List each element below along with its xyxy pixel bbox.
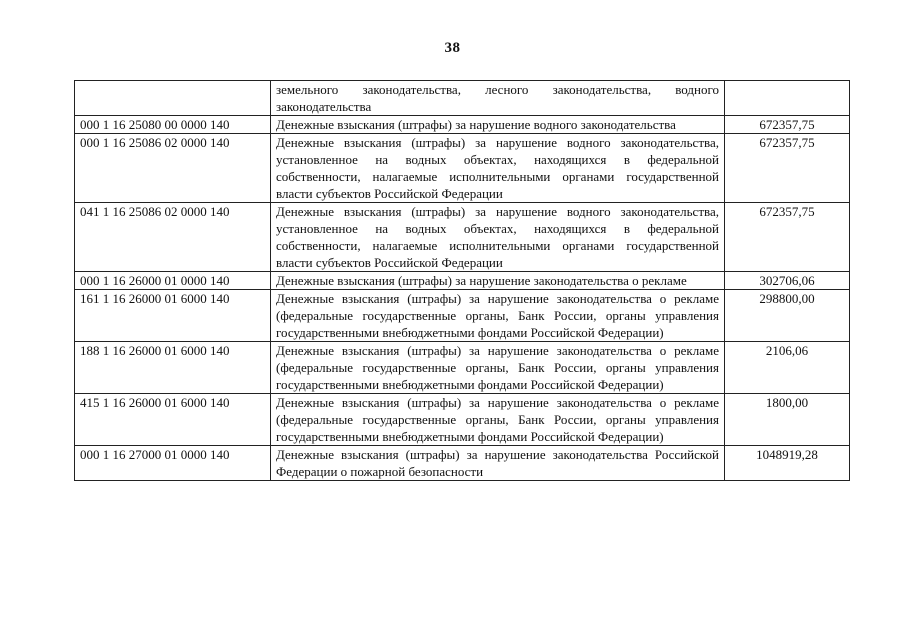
amount-cell: 672357,75 bbox=[725, 116, 850, 134]
page-number: 38 bbox=[444, 40, 461, 56]
budget-code-cell: 188 1 16 26000 01 6000 140 bbox=[75, 342, 271, 394]
budget-code-cell: 000 1 16 25080 00 0000 140 bbox=[75, 116, 271, 134]
amount-cell: 302706,06 bbox=[725, 272, 850, 290]
budget-code-cell: 000 1 16 25086 02 0000 140 bbox=[75, 134, 271, 203]
budget-code-cell: 000 1 16 26000 01 0000 140 bbox=[75, 272, 271, 290]
budget-code-cell: 415 1 16 26000 01 6000 140 bbox=[75, 394, 271, 446]
budget-code-cell: 000 1 16 27000 01 0000 140 bbox=[75, 446, 271, 481]
table-row bbox=[75, 290, 850, 342]
amount-cell: 298800,00 bbox=[725, 290, 850, 342]
description-cell: Денежные взыскания (штрафы) за нарушение законодательства о рекламе (федеральные государственные органы, Банк России, органы управления государственными внебюджетными фондами Российской Федерации) bbox=[271, 342, 725, 394]
table-row bbox=[75, 394, 850, 446]
description-cell: Денежные взыскания (штрафы) за нарушение законодательства о рекламе (федеральные государственные органы, Банк России, органы управления государственными внебюджетными фондами Российской Федерации) bbox=[271, 290, 725, 342]
budget-code-cell: 161 1 16 26000 01 6000 140 bbox=[75, 290, 271, 342]
amount-cell: 2106,06 bbox=[725, 342, 850, 394]
description-cell: земельного законодательства, лесного законодательства, водного законодательства bbox=[271, 81, 725, 116]
amount-cell: 672357,75 bbox=[725, 134, 850, 203]
description-cell: Денежные взыскания (штрафы) за нарушение водного законодательства bbox=[271, 116, 725, 134]
table-row bbox=[75, 446, 850, 481]
description-cell: Денежные взыскания (штрафы) за нарушение законодательства Российской Федерации о пожарной безопасности bbox=[271, 446, 725, 481]
description-cell: Денежные взыскания (штрафы) за нарушение водного законодательства, установленное на водных объектах, находящихся в федеральной собственности, налагаемые исполнительными органами государственной власти субъектов Российской Федерации bbox=[271, 203, 725, 272]
budget-revenue-table bbox=[74, 80, 850, 481]
budget-code-cell: 041 1 16 25086 02 0000 140 bbox=[75, 203, 271, 272]
amount-cell: 1048919,28 bbox=[725, 446, 850, 481]
amount-cell bbox=[725, 81, 850, 116]
table-row bbox=[75, 342, 850, 394]
description-cell: Денежные взыскания (штрафы) за нарушение законодательства о рекламе (федеральные государственные органы, Банк России, органы управления государственными внебюджетными фондами Российской Федерации) bbox=[271, 394, 725, 446]
table-row bbox=[75, 81, 850, 116]
amount-cell: 1800,00 bbox=[725, 394, 850, 446]
table-row bbox=[75, 272, 850, 290]
budget-code-cell bbox=[75, 81, 271, 116]
table-row bbox=[75, 203, 850, 272]
amount-cell: 672357,75 bbox=[725, 203, 850, 272]
description-cell: Денежные взыскания (штрафы) за нарушение законодательства о рекламе bbox=[271, 272, 725, 290]
table-row bbox=[75, 134, 850, 203]
description-cell: Денежные взыскания (штрафы) за нарушение водного законодательства, установленное на водных объектах, находящихся в федеральной собственности, налагаемые исполнительными органами государственной власти субъектов Российской Федерации bbox=[271, 134, 725, 203]
table-row bbox=[75, 116, 850, 134]
